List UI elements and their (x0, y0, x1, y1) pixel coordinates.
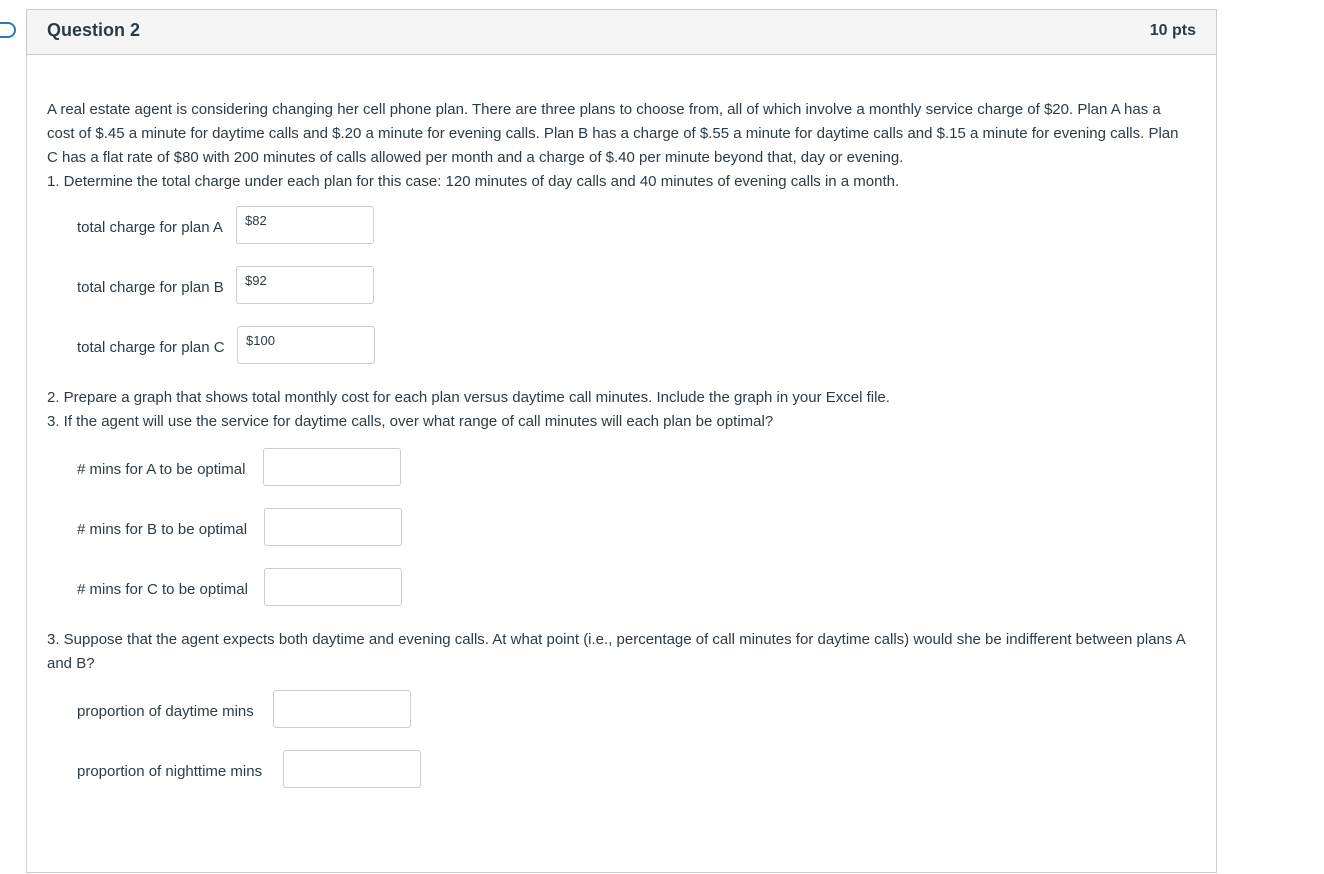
plan-c-row (77, 326, 1196, 364)
question-body (27, 55, 1216, 788)
question-title: Question 2 (47, 20, 141, 40)
mins-a-label: # mins for A to be optimal (77, 461, 246, 478)
question-flag-icon[interactable] (0, 22, 16, 38)
mins-c-label: # mins for C to be optimal (77, 581, 248, 598)
mins-b-label: # mins for B to be optimal (77, 521, 248, 538)
mins-c-input[interactable] (264, 568, 402, 606)
question-card (26, 9, 1217, 873)
plan-c-input[interactable] (237, 326, 375, 364)
prop-night-label: proportion of nighttime mins (77, 763, 263, 780)
plan-a-input[interactable] (236, 206, 374, 244)
part-4-prompt: 3. Suppose that the agent expects both daytime and evening calls. At what point (i.e., percentage of call minutes for daytime calls) would she be indifferent between plans A and B? (47, 631, 1185, 672)
plan-b-label: total charge for plan B (77, 279, 224, 296)
part-1-prompt: 1. Determine the total charge under each plan for this case: 120 minutes of day calls and 40 minutes of evening calls in a month. (47, 173, 900, 190)
plan-b-input[interactable] (236, 266, 374, 304)
mins-c-row (77, 568, 1196, 606)
prop-day-label: proportion of daytime mins (77, 703, 254, 720)
mins-a-input[interactable] (263, 448, 401, 486)
plan-a-label: total charge for plan A (77, 219, 223, 236)
mins-a-row (77, 448, 1196, 486)
mins-b-row (77, 508, 1196, 546)
prop-night-input[interactable] (283, 750, 421, 788)
plan-a-row (77, 206, 1196, 244)
plan-c-label: total charge for plan C (77, 339, 225, 356)
question-intro: A real estate agent is considering changing her cell phone plan. There are three plans to choose from, all of which involve a monthly service charge of $20. Plan A has a cost of $.45 a minute for daytime calls and $.20 a minute for evening calls. Plan B has a charge of $.55 a minute for daytime calls and $.15 a minute for evening calls. Plan C has a flat rate of $80 with 200 minutes of calls allowed per month and a charge of $.40 per minute beyond that, day or evening. (47, 101, 1179, 166)
part-2-prompt: 2. Prepare a graph that shows total monthly cost for each plan versus daytime call minutes. Include the graph in your Excel file. (47, 389, 890, 406)
mins-b-input[interactable] (264, 508, 402, 546)
plan-b-row (77, 266, 1196, 304)
question-header (27, 10, 1216, 55)
part-3-prompt: 3. If the agent will use the service for daytime calls, over what range of call minutes will each plan be optimal? (47, 413, 774, 430)
prop-day-input[interactable] (273, 690, 411, 728)
prop-day-row (77, 690, 1196, 728)
question-points: 10 pts (1149, 22, 1196, 39)
prop-night-row (77, 750, 1196, 788)
